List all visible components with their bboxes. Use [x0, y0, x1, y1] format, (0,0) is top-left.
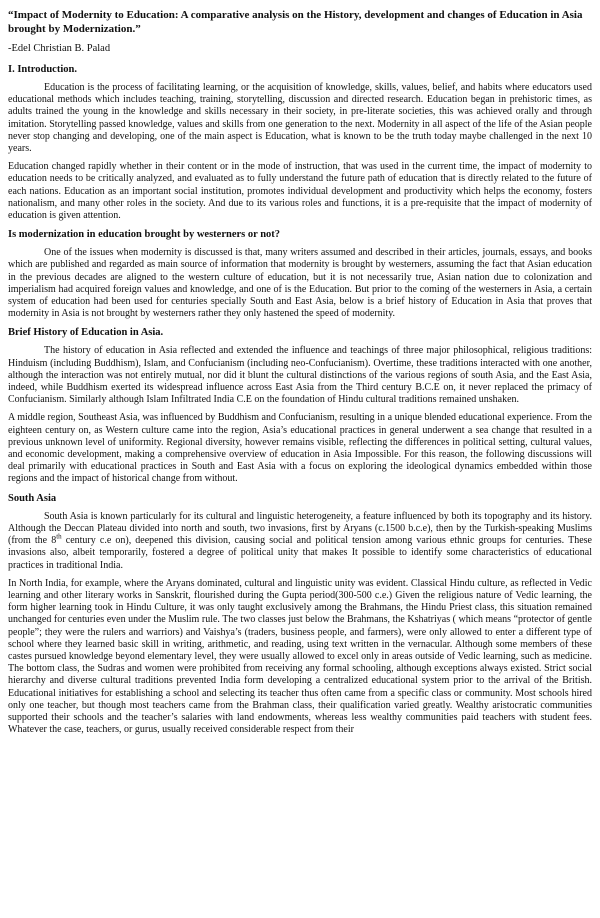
section-heading-introduction: I. Introduction.: [8, 64, 77, 75]
paragraph: One of the issues when modernity is discussed is that, many writers assumed and described in their articles, journals, essays, and books which are published and regarded as main source of information that modernity is brought by westerners, assuming the fact that Asian education in the previous decades are aligned to the western culture of education, but it is not necessarily true, Asian nation due to colonization and imperialism had acquired foreign values and knowledge, and one of is the Education. But prior to the coming of the westerners in Asia, a certain system of education had been used for centuries specially South and East Asia, below is a brief history of Education in Asia that proves that modernity in Asia is not brought by westerners rather they only hastened the speed of modernity.: [8, 247, 592, 320]
paragraph: Education is the process of facilitating learning, or the acquisition of knowledge, skills, values, belief, and habits where educators used educational methods which includes teaching, training, storytelling, discussion and directed research. Education began in prehistoric times, as adults trained the young in the knowledge and skills necessary in their society, in pre-literate societies, this was achieved orally and through imitation. Storytelling passed knowledge, values and skills from one generation to the next. Modernity in all aspect of the life of the Asian people never stop changing and developing, one of the main aspect is Education, what is known to be the truth today maybe challenged in the next 10 years.: [8, 82, 592, 155]
paragraph: Education changed rapidly whether in their content or in the mode of instruction, that was used in the current time, the impact of modernity to education needs to be critically analyzed, and evaluated as to fully understand the future path of education that is directly related to the future of each nations. Education as an important social institution, promotes individual development and productivity which helps the economy, fosters nationalism, and many other roles in the society. And due to its various roles and functions, it is a pre-requisite that the impact of modernity of education is given attention.: [8, 161, 592, 222]
paragraph: A middle region, Southeast Asia, was influenced by Buddhism and Confucianism, resulting in a unique blended educational experience. From the eighteen century on, as Western culture came into the region, Asia’s educational practices in general underwent a sea change that resulted in a previous unknown level of uniformity. Regional diversity, however remains visible, reflecting the differences in political setting, cultural values, and economic development, making a comprehensive overview of education in Asia Impossible. For this reason, the following discussions will deal primarily with educational practices in South and East Asia with a focus on exploring the ideological dynamics embedded within those regions and the impact of historical change from without.: [8, 412, 592, 485]
section-heading-brief-history: Brief History of Education in Asia.: [8, 327, 164, 339]
paragraph: In North India, for example, where the Aryans dominated, cultural and linguistic unity was evident. Classical Hindu culture, as reflected in Vedic learning and other literary works in Sanskrit, flourished during the Gupta period(300-500 c.e.) Given the religious nature of Vedic learning, the form higher learning took in Hindu Culture, it was only taught exclusively among the Brahmans, the Hindu Priest class, this situation remained unchanged for centuries even under the Muslim rule. The two classes just below the Brahmans, the Kshatriyas ( which means “protector of gentle people”; they were the rulers and warriors) and Vaishya’s (traders, business people, and farmers), were only allowed to enter a different type of school where they learned basic skill in writing, arithmetic, and reading, using text written in the vernacular. Although some members of these castes pursued knowledge beyond elementary level, they were usually allowed to excel only in areas outside of Vedic learning, such as medicine. The bottom class, the Sudras and women were prohibited from receiving any formal schooling, although exceptions always existed. Strict social hierarchy and diverse cultural traditions prevented India form developing a centralized educational system prior to the arrival of the British. Educational initiatives for establishing a school and selecting its teacher thus often came from a specific class or community. Most schools hired only one teacher, but though most teachers came from the Brahman class, their qualification varied greatly. Wealthy aristocratic communities supported their schools and the teacher’s salaries with land endowments, whereas less wealthy communities paid teachers with student fees. Whatever the case, teachers, or gurus, usually received considerable respect from their: [8, 577, 592, 736]
section-heading-south-asia: South Asia: [8, 492, 57, 504]
section-heading-modernization: Is modernization in education brought by westerners or not?: [8, 229, 281, 241]
paragraph: The history of education in Asia reflected and extended the influence and teachings of three major philosophical, religious traditions: Hinduism (including Buddhism), Islam, and Confucianism (including neo-Confucianism). Overtime, these traditions interacted with one another, although the interaction was not entirely mutual, nor did it blunt the cultural distinctions of the various regions of south Asia, and the East Asia, indeed, while Buddhism exerted its widespread influence across East Asia from the Third century B.C.E on, it never replaced the primacy of Confucianism. Similarly although Islam Infiltrated India C.E on the foundation of Hindu cultural traditions remained unshaken.: [8, 345, 592, 406]
paragraph: South Asia is known particularly for its cultural and linguistic heterogeneity, a feature influenced by both its topography and its history. Although the Deccan Plateau divided into north and south, two invasions, first by Aryans (c.1500 b.c.e), then by the Turkish-speaking Muslims (from the 8th century c.e on), deepened this division, causing social and political tension among various ethnic groups for centuries. These invasions also, albeit temporarily, fostered a degree of political unity that makes It possible to identify some characteristics of educational practices in traditional India.: [8, 510, 592, 571]
document-author: -Edel Christian B. Palad: [8, 43, 111, 54]
document-title: “Impact of Modernity to Education: A comparative analysis on the History, development and changes of Education in Asia brought by Modernization.”: [8, 9, 583, 35]
